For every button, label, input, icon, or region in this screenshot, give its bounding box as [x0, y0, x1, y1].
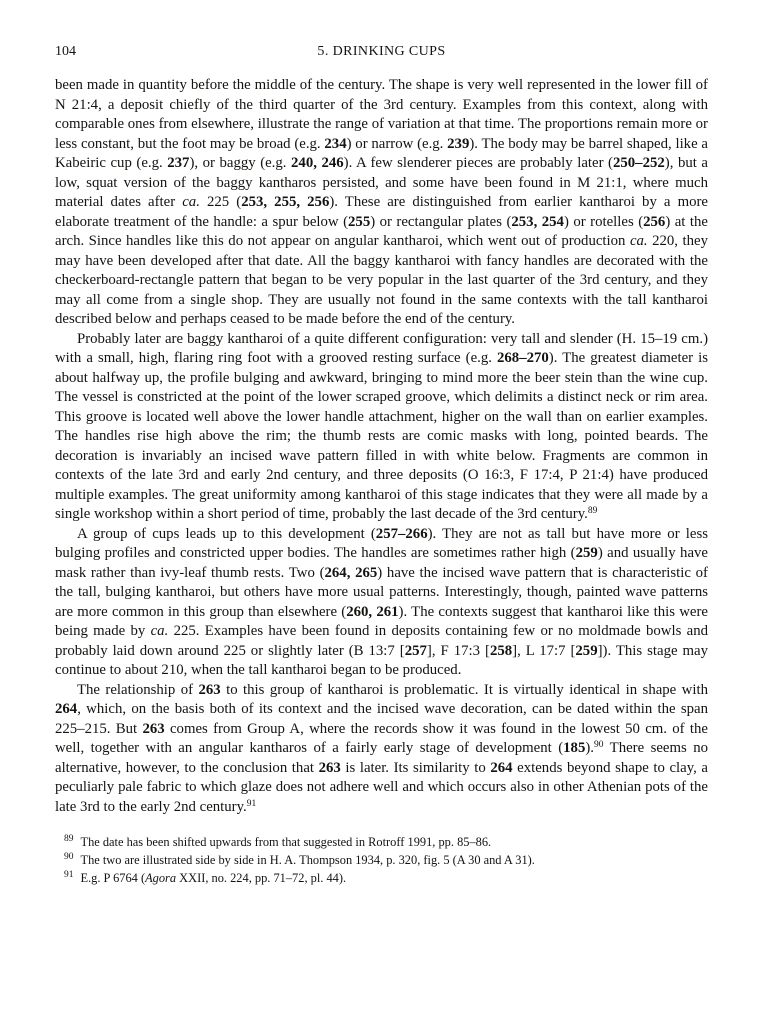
footnote-number-89: 89	[64, 834, 74, 845]
page-header	[55, 44, 708, 64]
footnote-item-90	[55, 851, 708, 869]
page-body	[55, 76, 708, 817]
footnote-text-89: The date has been shifted upwards from that suggested in Rotroff 1991, pp. 85–86.	[80, 835, 492, 849]
running-head: 5. DRINKING CUPS	[317, 44, 446, 59]
body-paragraph-4: The relationship of 263 to this group of kantharoi is problematic. It is virtually identical in shape with 264, which, on the basis both of its context and the incised wave decoration, can be dated within the span 225–215. But 263 comes from Group A, where the records show it was found in the lowest 50 cm. of the well, together with an angular kantharos of a fairly early stage of development (185).$^{90}$ There seems no alternative, however, to the conclusion that 263 is later. Its similarity to 264 extends beyond shape to clay, a peculiarly pale fabric to which glaze does not adhere well and which occurs also in other Athenian pots of the late 3rd to the early 2nd century.$^{91}$	[55, 681, 708, 815]
footnote-number-90: 90	[64, 852, 74, 863]
footnote-number-91: 91	[64, 870, 74, 881]
footnote-item-89	[55, 833, 708, 851]
footnote-text-90: The two are illustrated side by side in H. A. Thompson 1934, p. 320, fig. 5 (A 30 and A 31).	[80, 853, 535, 867]
footnote-item-91	[55, 869, 708, 887]
footnote-text-91: E.g. P 6764 (Agora XXII, no. 224, pp. 71–72, pl. 44).	[80, 871, 347, 885]
body-paragraph-1: been made in quantity before the middle of the century. The shape is very well represented in the lower fill of N 21:4, a deposit chiefly of the third quarter of the 3rd century. Examples from this context, along with comparable ones from elsewhere, illustrate the range of variation at that time. The proportions remain more or less constant, but the foot may be broad (e.g. 234) or narrow (e.g. 239). The body may be barrel shaped, like a Kabeiric cup (e.g. 237), or baggy (e.g. 240, 246). A few slenderer pieces are probably later (250–252), but a low, squat version of the baggy kantharos persisted, and some have been found in M 21:1, where much material dates after ca. 225 (253, 255, 256). These are distinguished from earlier kantharoi by a more elaborate treatment of the handle: a spur below (255) or rectangular plates (253, 254) or rotelles (256) at the arch. Since handles like this do not appear on angular kantharoi, which went out of production ca. 220, they may have been developed after that date. All the baggy kantharoi with fancy handles are decorated with the checkerboard-rectangle pattern that began to be very popular in the last quarter of the 3rd century, and they may all come from a single shop. They are usually not found in the same contexts with the tall kantharoi described below and perhaps ceased to be made before the end of the century.	[55, 77, 708, 327]
page-number: 104	[55, 44, 76, 59]
footnotes-section	[55, 833, 708, 887]
body-paragraph-3: A group of cups leads up to this development (257–266). They are not as tall but have more or less bulging profiles and constricted upper bodies. The handles are sometimes rather high (259) and usually have mask rather than ivy-leaf thumb rests. Two (264, 265) have the incised wave pattern that is characteristic of the tall, bulging kantharoi, but others have more usual patterns. Interestingly, though, painted wave patterns are more common in this group than elsewhere (260, 261). The contexts suggest that kantharoi like this were being made by ca. 225. Examples have been found in deposits containing few or no moldmade bowls and probably laid down around 225 or slightly later (B 13:7 [257], F 17:3 [258], L 17:7 [259]). This stage may continue to about 210, when the tall kantharoi began to be produced.	[55, 525, 709, 678]
body-paragraph-2: Probably later are baggy kantharoi of a quite different configuration: very tall and slender (H. 15–19 cm.) with a small, high, flaring ring foot with a grooved resting surface (e.g. 268–270). The greatest diameter is about halfway up, the profile bulging and awkward, bringing to mind more the beer stein than the wine cup. The vessel is constricted at the point of the lower scraped groove, which delimits a distinct neck or rim area. This groove is located well above the lower handle attachment, higher on the wall than on earlier examples. The handles rise high above the rim; the thumb rests are comic masks with long, pointed beards. The decoration is invariably an incised wave pattern filled in with white below. Fragments are common in contexts of the late 3rd and early 2nd century, and three deposits (O 16:3, F 17:4, P 21:4) have produced multiple examples. The great uniformity among kantharoi of this stage indicates that they were all made by a single workshop within a short period of time, probably the last decade of the 3rd century.$^{89}$	[55, 330, 708, 522]
